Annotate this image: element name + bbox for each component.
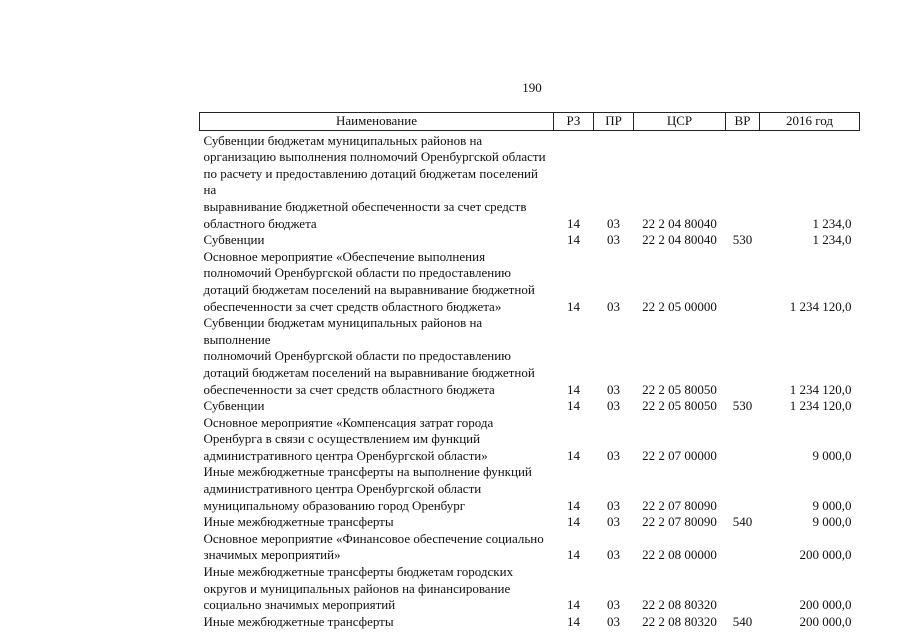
- cell-pr: 03: [607, 613, 620, 629]
- cell-name: Иные межбюджетные трансферты бюджетам городских округов и муниципальных районов на финансирование социально значимых мероприятий: [203, 564, 514, 613]
- table-row: [200, 415, 860, 465]
- cell-pr: 03: [607, 381, 620, 397]
- table-row: [200, 564, 860, 614]
- cell-vr: [726, 531, 760, 564]
- cell-pr: 03: [607, 298, 620, 314]
- cell-csr: 22 2 04 80040: [642, 232, 717, 248]
- cell-csr: 22 2 08 80320: [642, 597, 717, 613]
- table-row: [200, 398, 860, 415]
- cell-rz: 14: [567, 298, 580, 314]
- cell-rz: 14: [567, 381, 580, 397]
- cell-csr: 22 2 05 80050: [642, 381, 717, 397]
- table-row: [200, 232, 860, 249]
- cell-sum: 9 000,0: [812, 514, 852, 530]
- cell-vr: [726, 564, 760, 614]
- table-row: [200, 315, 860, 398]
- header-rz: РЗ: [554, 113, 594, 131]
- cell-sum: 1 234,0: [812, 215, 852, 231]
- cell-name: Субвенции: [203, 398, 265, 414]
- cell-name: Субвенции бюджетам муниципальных районов на выполнение полномочий Оренбургской области по предоставлению дотаций бюджетам поселений на выравнивание бюджетной обеспеченности за счет средств областного бюджета: [203, 315, 535, 397]
- cell-sum: 1 234,0: [812, 232, 852, 248]
- cell-name: Иные межбюджетные трансферты на выполнение функций административного центра Оренбургской области муниципальному образованию город Оренбург: [203, 464, 532, 513]
- cell-csr: 22 2 05 00000: [642, 298, 717, 314]
- header-vr: ВР: [726, 113, 760, 131]
- cell-pr: 03: [607, 514, 620, 530]
- table-row: [200, 614, 860, 631]
- cell-pr: 03: [607, 497, 620, 513]
- cell-rz: 14: [567, 232, 580, 248]
- cell-rz: 14: [567, 447, 580, 463]
- cell-pr: 03: [607, 547, 620, 563]
- table-row: [200, 464, 860, 514]
- table-header: [200, 113, 860, 131]
- header-sum: 2016 год: [760, 113, 860, 131]
- cell-name: Основное мероприятие «Финансовое обеспечение социально значимых мероприятий»: [203, 530, 544, 563]
- cell-rz: 14: [567, 613, 580, 629]
- cell-name: Иные межбюджетные трансферты: [203, 613, 394, 629]
- table-row: [200, 531, 860, 564]
- cell-name: Субвенции: [203, 232, 265, 248]
- cell-vr: [726, 133, 760, 233]
- cell-rz: 14: [567, 398, 580, 414]
- table-row: [200, 249, 860, 315]
- cell-csr: 22 2 04 80040: [642, 215, 717, 231]
- page-number: 190: [522, 80, 542, 95]
- cell-vr: 530: [732, 232, 753, 248]
- cell-pr: 03: [607, 215, 620, 231]
- cell-sum: 1 234 120,0: [789, 298, 852, 314]
- cell-rz: 14: [567, 514, 580, 530]
- header-name: Наименование: [200, 113, 554, 131]
- cell-vr: [726, 415, 760, 465]
- budget-table: [199, 112, 860, 630]
- cell-csr: 22 2 07 80090: [642, 497, 717, 513]
- header-pr: ПР: [594, 113, 634, 131]
- table-row: [200, 133, 860, 233]
- table-body: [200, 130, 860, 630]
- cell-name: Иные межбюджетные трансферты: [203, 514, 394, 530]
- cell-vr: [726, 464, 760, 514]
- table-row: [200, 514, 860, 531]
- table-header-row: [200, 113, 860, 131]
- cell-csr: 22 2 07 00000: [642, 447, 717, 463]
- cell-sum: 9 000,0: [812, 497, 852, 513]
- cell-sum: 9 000,0: [812, 447, 852, 463]
- cell-vr: 530: [732, 398, 753, 414]
- cell-sum: 1 234 120,0: [789, 398, 852, 414]
- cell-pr: 03: [607, 447, 620, 463]
- cell-vr: [726, 249, 760, 315]
- header-csr: ЦСР: [634, 113, 726, 131]
- cell-vr: [726, 315, 760, 398]
- cell-name: Основное мероприятие «Обеспечение выполнения полномочий Оренбургской области по предоставлению дотаций бюджетам поселений на выравнивание бюджетной обеспеченности за счет средств областного бюджета»: [203, 248, 535, 314]
- cell-rz: 14: [567, 215, 580, 231]
- cell-name: Основное мероприятие «Компенсация затрат города Оренбурга в связи с осуществлением им функций административного центра Оренбургской области»: [203, 414, 494, 463]
- cell-vr: 540: [732, 514, 753, 530]
- cell-csr: 22 2 05 80050: [642, 398, 717, 414]
- cell-rz: 14: [567, 497, 580, 513]
- cell-pr: 03: [607, 597, 620, 613]
- cell-sum: 1 234 120,0: [789, 381, 852, 397]
- cell-name: Субвенции бюджетам муниципальных районов на организацию выполнения полномочий Оренбургской области по расчету и предоставлению дотаций бюджетам поселений на выравнивание бюджетной обеспеченности за счет средств областного бюджета: [203, 132, 546, 231]
- cell-csr: 22 2 08 00000: [642, 547, 717, 563]
- cell-pr: 03: [607, 232, 620, 248]
- cell-sum: 200 000,0: [799, 597, 852, 613]
- cell-pr: 03: [607, 398, 620, 414]
- cell-rz: 14: [567, 547, 580, 563]
- cell-csr: 22 2 07 80090: [642, 514, 717, 530]
- cell-sum: 200 000,0: [799, 547, 852, 563]
- cell-sum: 200 000,0: [799, 613, 852, 629]
- cell-csr: 22 2 08 80320: [642, 613, 717, 629]
- cell-vr: 540: [732, 613, 753, 629]
- cell-rz: 14: [567, 597, 580, 613]
